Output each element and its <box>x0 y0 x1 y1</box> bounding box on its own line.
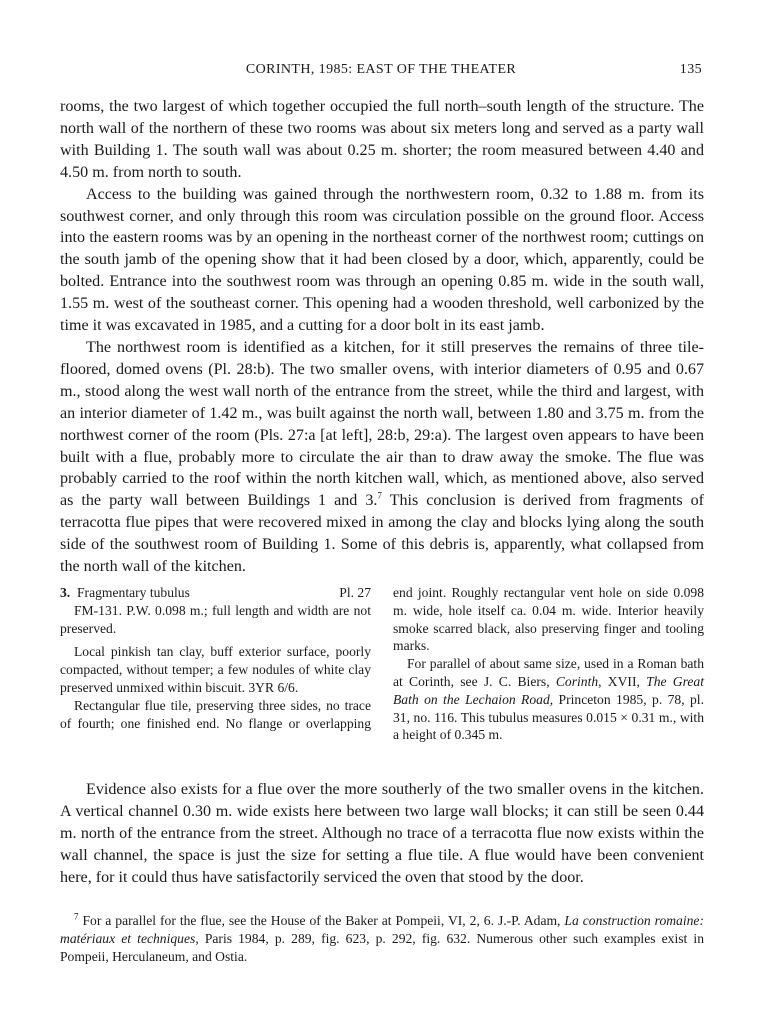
kitchen-text-cont: This conclusion is derived from fragments of terracotta flue pipes that were recovered mixed in among the clay and blocks lying along the south side of the southwest room of Building 1. Some of this debris is, apparently, what collapsed from the north wall of the kitchen. <box>60 492 704 576</box>
catalogue-plate: Pl. 27 <box>339 585 371 600</box>
paragraph-second-flue: Evidence also exists for a flue over the more southerly of the two smaller ovens in the kitchen. A vertical channel 0.30 m. wide exists here between two large wall blocks; it can still be seen 0.44 m. north of the entrance from the street. Although no trace of a terracotta flue now exists within the wall channel, the space is just the size for setting a flue tile. A flue would have been convenient here, for it could thus have satisfactorily serviced the oven that stood by the door. <box>60 781 704 886</box>
paragraph-kitchen <box>60 337 704 578</box>
parallel-series: Corinth <box>555 673 599 689</box>
parallel-book-title: The Great Bath on the Lechaion Road <box>393 673 704 707</box>
footnote-text-b: , Paris 1984, p. 289, fig. 623, p. 292, fig. 632. Numerous other such examples exist in Pompeii, Herculaneum, and Ostia. <box>60 930 705 964</box>
paragraph-access: Access to the building was gained through the northwestern room, 0.32 to 1.88 m. from its southwest corner, and only through this room was circulation possible on the ground floor. Access into the eastern rooms was by an opening in the northeast corner of the northwest room; cuttings on the south jamb of the opening show that it had been closed by a door, which, apparently, could be bolted. Entrance into the southwest room was through an opening 0.85 m. wide in the south wall, 1.55 m. west of the southeast corner. This opening had a wooden threshold, well carbonized by the time it was excavated in 1985, and a cutting for a door bolt in its east jamb. <box>60 185 704 335</box>
footnote-text-a: For a parallel for the flue, see the House of the Baker at Pompeii, VI, 2, 6. J.-P. Adam, <box>78 913 565 928</box>
main-text <box>60 96 704 578</box>
catalogue-number: 3. <box>60 585 71 600</box>
footnote-ref-7[interactable]: 7 <box>377 490 382 501</box>
parallel-text-c: , Princeton 1985, p. 78, pl. 31, no. 116. This tubulus measures 0.015 × 0.31 m., with a height of 0.345 m. <box>393 691 704 743</box>
catalogue-title: Fragmentary tubulus <box>77 585 190 600</box>
catalogue-inventory: FM-131. P.W. 0.098 m.; full length and width are not preserved. <box>60 602 371 636</box>
kitchen-text: The northwest room is identified as a kitchen, for it still preserves the remains of three tile-floored, domed ovens (Pl. 28:b). The two smaller ovens, with interior diameters of 0.95 and 0.67 m., stood along the west wall north of the entrance from the street, while the third and largest, with an interior diameter of 1.42 m., was built against the north wall, between 1.80 and 3.75 m. from the northwest corner of the room (Pls. 27:a [at left], 28:b, 29:a). The largest oven appears to have been built with a flue, probably more to circulate the air than to draw away the smoke. The flue was probably carried to the roof within the north kitchen wall, which, as mentioned above, also served as the party wall between Buildings 1 and 3. <box>60 338 704 510</box>
footnote-book-title: La construction romaine: matériaux et techniques <box>60 913 704 946</box>
page-number: 135 <box>679 62 702 77</box>
catalogue-heading <box>60 584 371 602</box>
running-header <box>60 62 702 82</box>
paragraph-rooms: rooms, the two largest of which together occupied the full north–south length of the structure. The north wall of the northern of these two rooms was about six meters long and served as a party wall with Building 1. The south wall was about 0.25 m. shorter; the room measured between 4.40 and 4.50 m. from north to south. <box>60 98 704 181</box>
catalogue-fabric: Local pinkish tan clay, buff exterior surface, poorly compacted, without temper; a few nodules of white clay preserved unmixed within biscuit. 3YR 6/6. <box>60 644 371 695</box>
running-title: CORINTH, 1985: EAST OF THE THEATER <box>245 62 517 77</box>
catalogue-description: Rectangular flue tile, preserving three sides, no trace of fourth; one finished end. No flange or overlapping end joint. Roughly rectangular vent hole on side 0.098 m. wide, hole itself ca. 0.04 m. wide. Interior heavily smoke scarred black, also preserving finger and tooling marks. <box>60 585 704 731</box>
parallel-text-a: For parallel of about same size, used in a Roman bath at Corinth, see J. C. Biers, <box>393 656 704 689</box>
footnote-text <box>60 912 704 965</box>
parallel-text-b: , XVII, <box>598 673 647 689</box>
catalogue-parallel <box>393 655 704 744</box>
closing-text <box>60 779 704 889</box>
catalogue-entry <box>60 584 704 744</box>
catalogue-title-group <box>60 584 190 602</box>
footnote-7 <box>60 912 704 965</box>
footnote-marker: 7 <box>74 911 79 922</box>
